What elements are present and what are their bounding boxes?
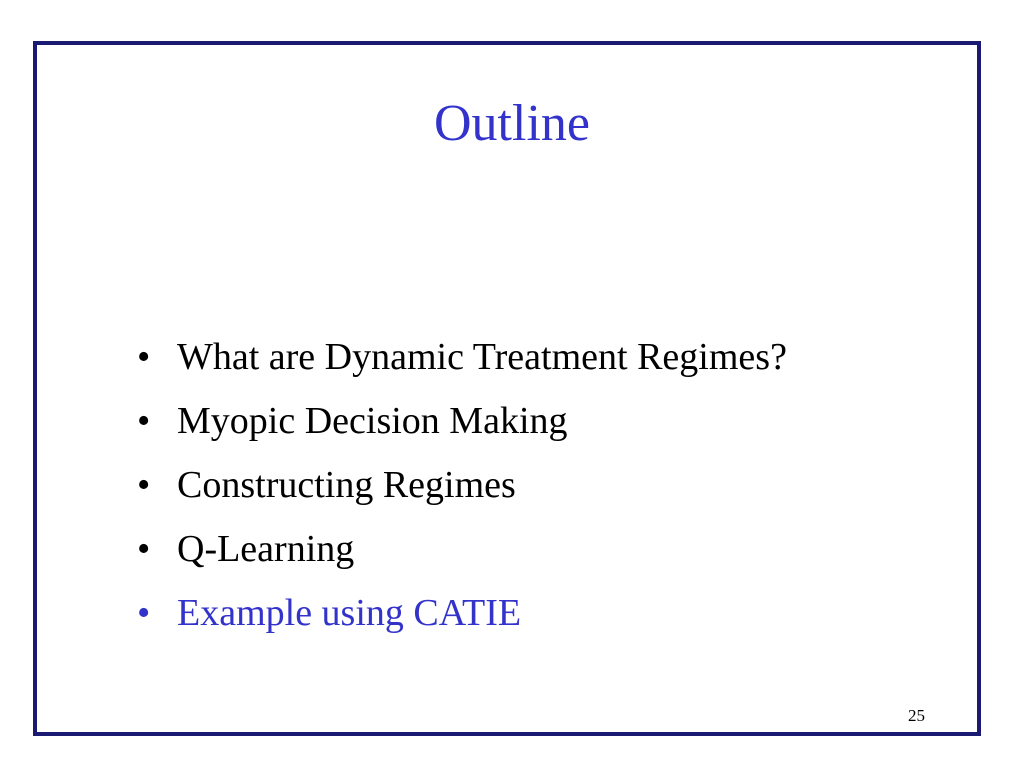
list-item: [137, 325, 787, 389]
bullet-list: [137, 325, 787, 645]
list-item: [137, 453, 787, 517]
bullet-icon: •: [137, 336, 151, 378]
slide-title: Outline: [434, 95, 590, 152]
list-item: [137, 517, 787, 581]
bullet-icon: •: [137, 464, 151, 506]
bullet-text: What are Dynamic Treatment Regimes?: [177, 336, 787, 378]
bullet-icon: •: [137, 592, 151, 634]
page-number: 25: [908, 706, 925, 725]
list-item: [137, 389, 787, 453]
bullet-text: Q-Learning: [177, 528, 355, 570]
bullet-text: Constructing Regimes: [177, 464, 516, 506]
bullet-icon: •: [137, 528, 151, 570]
list-item-current: [137, 581, 787, 645]
bullet-icon: •: [137, 400, 151, 442]
bullet-text: Example using CATIE: [177, 592, 522, 634]
bullet-text: Myopic Decision Making: [177, 400, 568, 442]
